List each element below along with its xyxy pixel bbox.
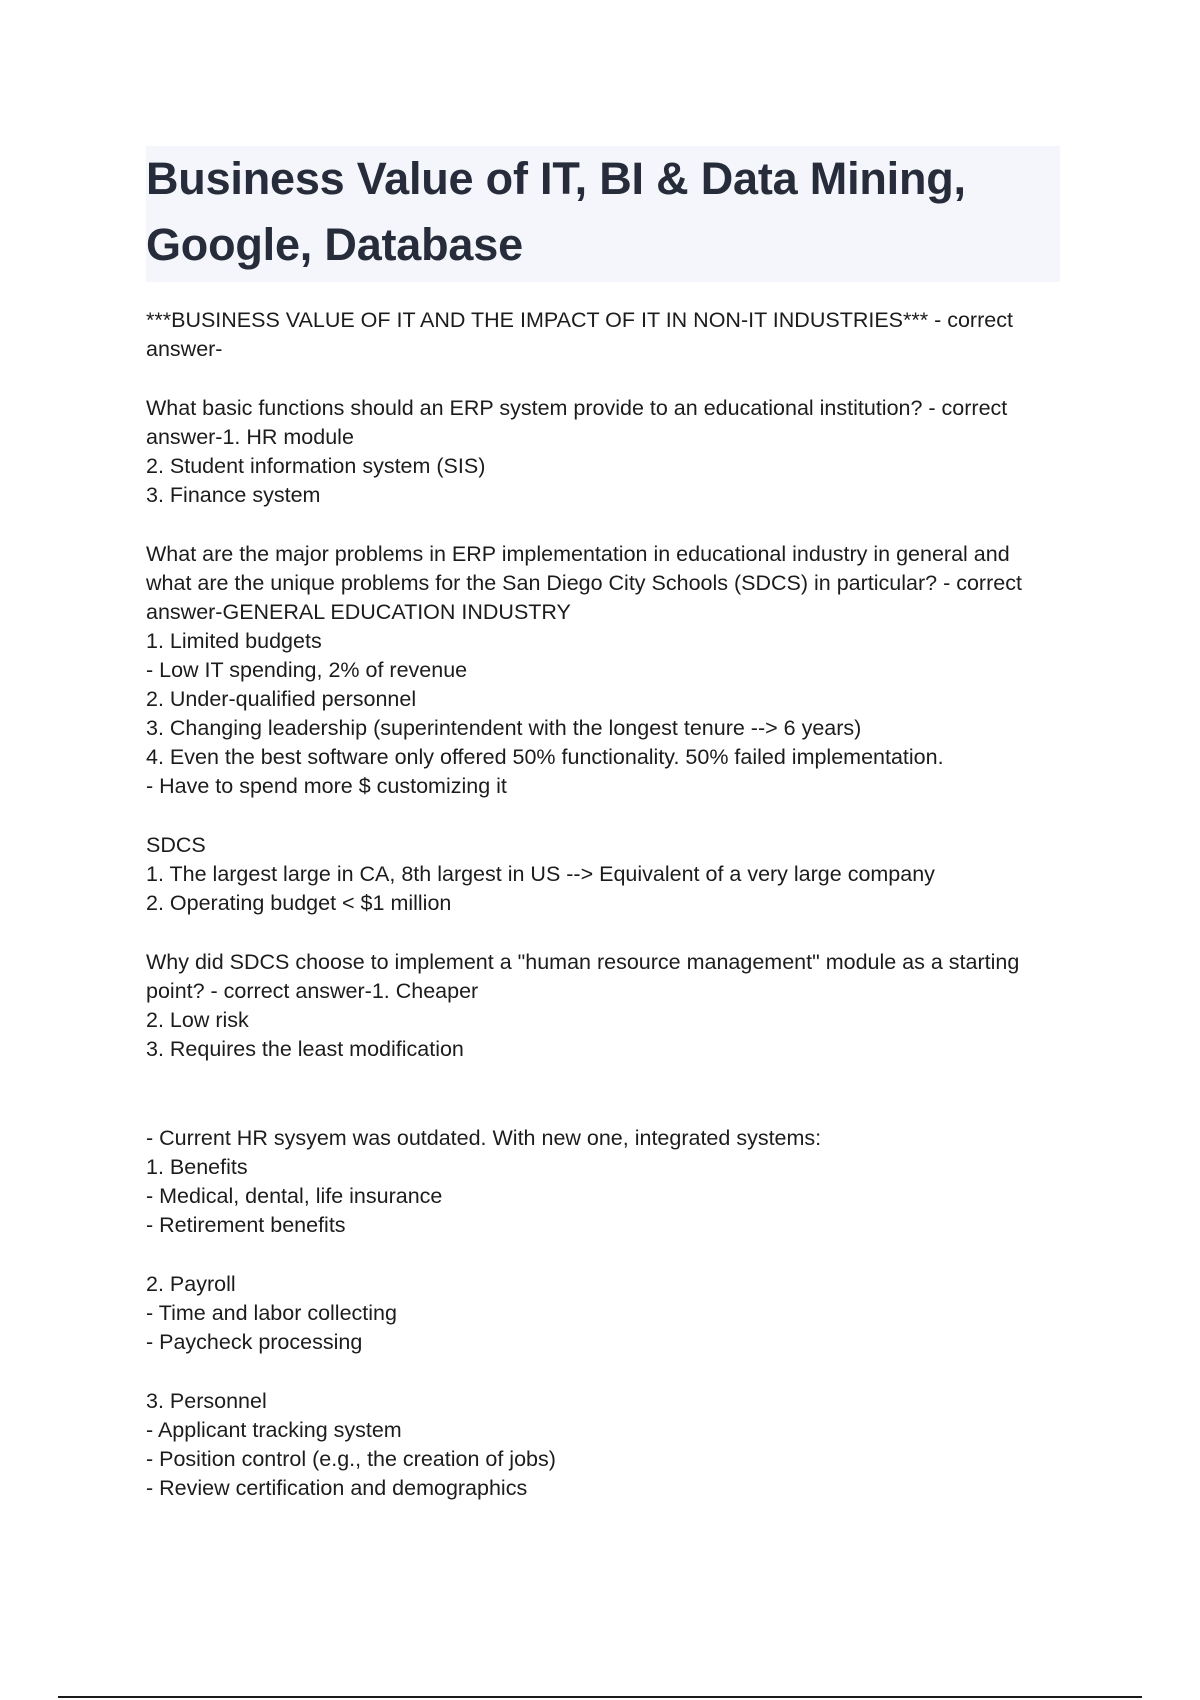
text-line: 3. Personnel <box>146 1389 267 1413</box>
text-line: What are the major problems in ERP implementation in educational industry in general and <box>146 542 1010 566</box>
text-line: - Paycheck processing <box>146 1330 363 1354</box>
hr-system-payroll <box>146 1270 1076 1357</box>
text-line: - Low IT spending, 2% of revenue <box>146 658 468 682</box>
text-line: 2. Low risk <box>146 1008 249 1032</box>
text-line: answer-GENERAL EDUCATION INDUSTRY <box>146 600 571 624</box>
title-line-1: Business Value of IT, BI & Data Mining, <box>146 153 966 204</box>
text-line: 3. Requires the least modification <box>146 1037 464 1061</box>
text-line: 3. Changing leadership (superintendent with the longest tenure --> 6 years) <box>146 716 862 740</box>
text-line: 4. Even the best software only offered 50% functionality. 50% failed implementation. <box>146 745 944 769</box>
text-line: - Have to spend more $ customizing it <box>146 774 507 798</box>
text-line: What basic functions should an ERP system provide to an educational institution? - correct <box>146 396 1008 420</box>
text-line: - Applicant tracking system <box>146 1418 402 1442</box>
text-line: - Time and labor collecting <box>146 1301 397 1325</box>
text-line: - Position control (e.g., the creation of jobs) <box>146 1447 556 1471</box>
qa-hr-module-choice <box>146 948 1076 1064</box>
paragraph-gap <box>146 510 1076 540</box>
qa-erp-basic-functions <box>146 394 1076 510</box>
text-line: - Retirement benefits <box>146 1213 346 1237</box>
text-line: - Review certification and demographics <box>146 1476 528 1500</box>
paragraph-gap <box>146 364 1076 394</box>
text-line: answer- <box>146 337 223 361</box>
document-body <box>146 306 1076 1503</box>
hr-system-personnel <box>146 1387 1076 1503</box>
text-line: 1. The largest large in CA, 8th largest in US --> Equivalent of a very large company <box>146 862 935 886</box>
text-line: 2. Student information system (SIS) <box>146 454 486 478</box>
text-line: Why did SDCS choose to implement a "human resource management" module as a starting <box>146 950 1020 974</box>
paragraph-gap <box>146 1240 1076 1270</box>
text-line: point? - correct answer-1. Cheaper <box>146 979 479 1003</box>
text-line: 2. Operating budget < $1 million <box>146 891 452 915</box>
text-line: SDCS <box>146 833 206 857</box>
title-block <box>146 146 1060 282</box>
text-line: - Medical, dental, life insurance <box>146 1184 443 1208</box>
text-line: - Current HR sysyem was outdated. With new one, integrated systems: <box>146 1126 822 1150</box>
paragraph-gap <box>146 801 1076 831</box>
text-line: 2. Under-qualified personnel <box>146 687 417 711</box>
text-line: what are the unique problems for the San Diego City Schools (SDCS) in particular? - correct <box>146 571 1022 595</box>
text-line: ***BUSINESS VALUE OF IT AND THE IMPACT OF IT IN NON-IT INDUSTRIES*** - correct <box>146 308 1013 332</box>
text-line: 3. Finance system <box>146 483 321 507</box>
paragraph-gap <box>146 1357 1076 1387</box>
page-title <box>146 146 1060 278</box>
section-heading-business-value <box>146 306 1076 364</box>
footer-divider <box>58 1696 1142 1698</box>
text-line: 1. Limited budgets <box>146 629 322 653</box>
text-line: answer-1. HR module <box>146 425 354 449</box>
paragraph-gap <box>146 918 1076 948</box>
sdcs-facts <box>146 831 1076 918</box>
hr-system-benefits <box>146 1124 1076 1240</box>
paragraph-gap-large <box>146 1064 1076 1124</box>
title-line-2: Google, Database <box>146 219 523 270</box>
qa-erp-problems <box>146 540 1076 801</box>
text-line: 2. Payroll <box>146 1272 236 1296</box>
text-line: 1. Benefits <box>146 1155 248 1179</box>
